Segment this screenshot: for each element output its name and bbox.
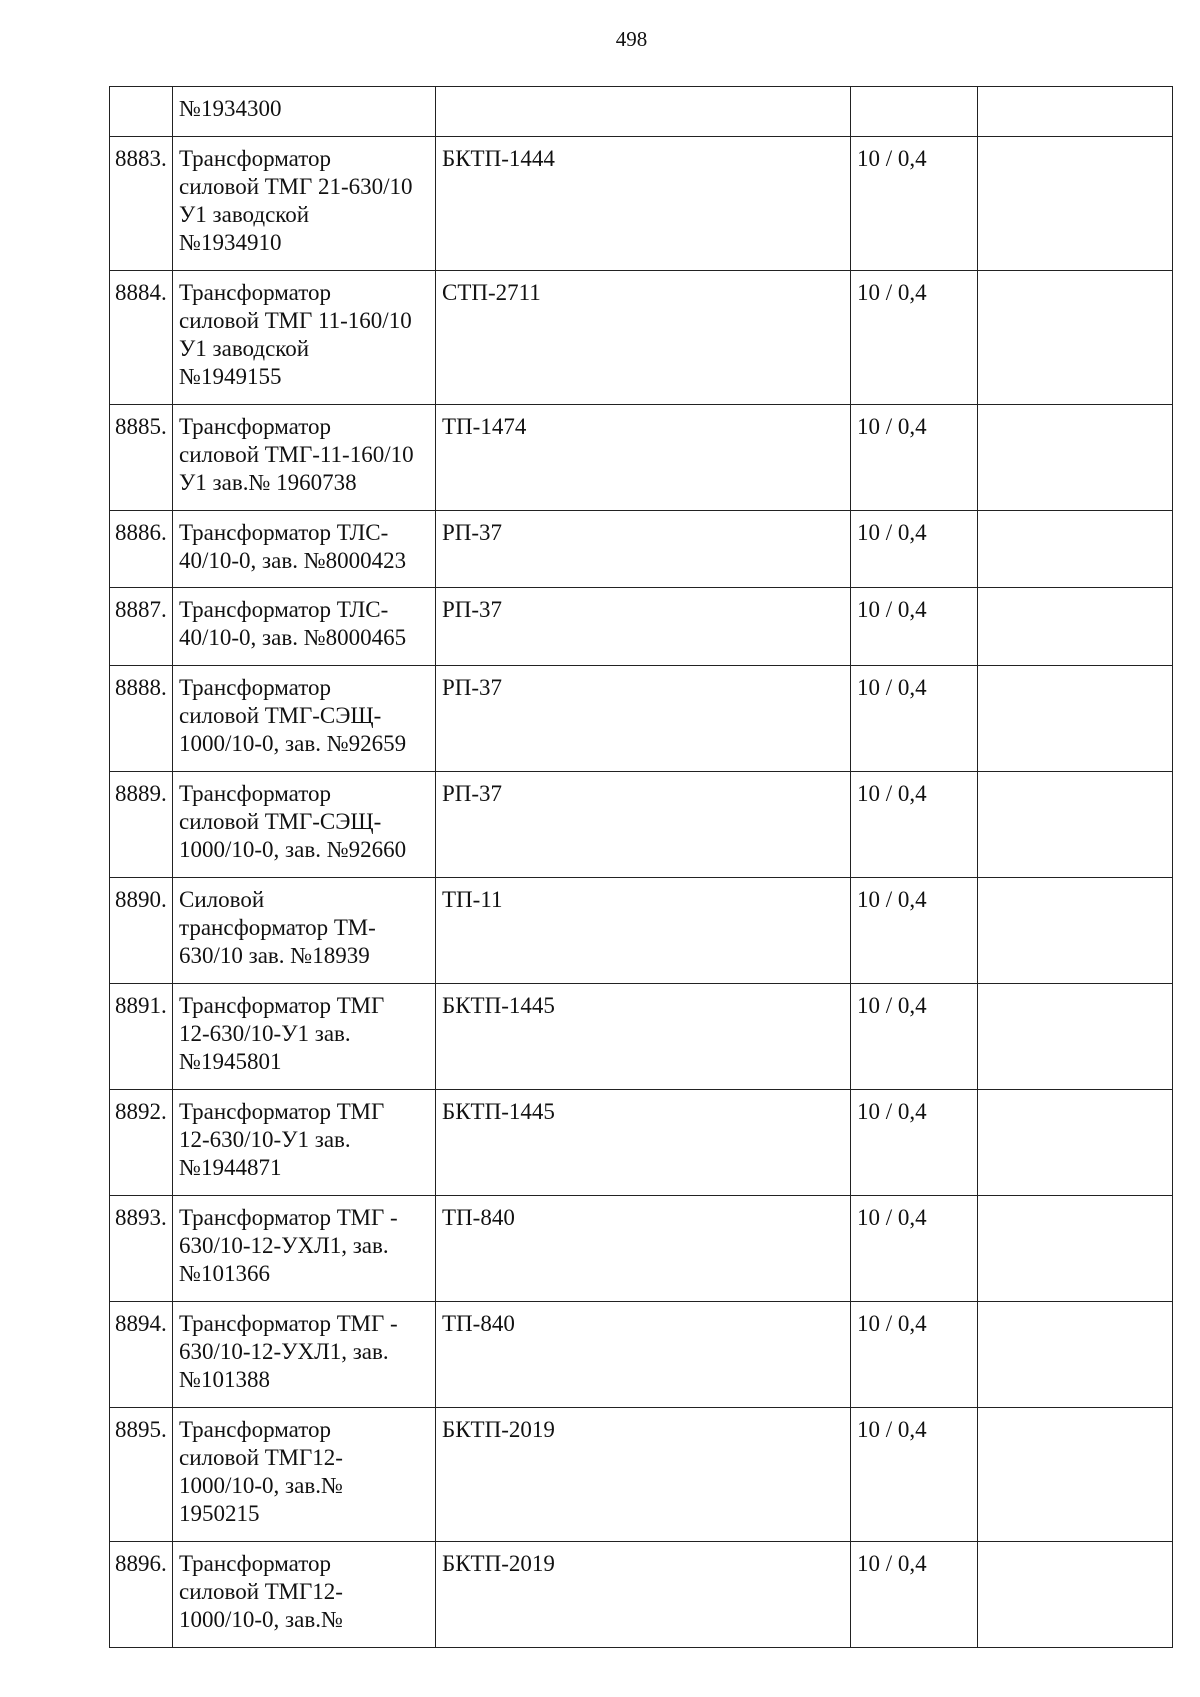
voltage-cell: 10 / 0,4: [851, 1090, 978, 1196]
location-cell: ТП-11: [436, 878, 851, 984]
location-cell: БКТП-1444: [436, 137, 851, 271]
location-cell: [436, 87, 851, 137]
row-number-cell: 8896.: [110, 1542, 173, 1648]
table-row: [110, 984, 1173, 1090]
table-row: [110, 87, 1173, 137]
equipment-name-cell: Трансформатор силовой ТМГ12- 1000/10-0, зав.№: [173, 1542, 436, 1648]
note-cell: [978, 666, 1173, 772]
location-cell: БКТП-2019: [436, 1542, 851, 1648]
note-cell: [978, 1302, 1173, 1408]
voltage-cell: 10 / 0,4: [851, 666, 978, 772]
voltage-cell: [851, 87, 978, 137]
location-cell: РП-37: [436, 772, 851, 878]
equipment-name-cell: Трансформатор силовой ТМГ-11-160/10 У1 зав.№ 1960738: [173, 405, 436, 511]
location-cell: БКТП-1445: [436, 1090, 851, 1196]
location-cell: ТП-840: [436, 1196, 851, 1302]
voltage-cell: 10 / 0,4: [851, 1408, 978, 1542]
voltage-cell: 10 / 0,4: [851, 1196, 978, 1302]
voltage-cell: 10 / 0,4: [851, 1302, 978, 1408]
equipment-name-cell: Трансформатор ТМГ - 630/10-12-УХЛ1, зав. №101366: [173, 1196, 436, 1302]
row-number-cell: 8889.: [110, 772, 173, 878]
location-cell: РП-37: [436, 666, 851, 772]
voltage-cell: 10 / 0,4: [851, 137, 978, 271]
equipment-name-cell: Трансформатор силовой ТМГ 11-160/10 У1 заводской №1949155: [173, 271, 436, 405]
voltage-cell: 10 / 0,4: [851, 772, 978, 878]
voltage-cell: 10 / 0,4: [851, 588, 978, 666]
table-row: [110, 588, 1173, 666]
row-number-cell: 8887.: [110, 588, 173, 666]
row-number-cell: 8886.: [110, 511, 173, 588]
location-cell: СТП-2711: [436, 271, 851, 405]
note-cell: [978, 87, 1173, 137]
table-row: [110, 1196, 1173, 1302]
note-cell: [978, 1542, 1173, 1648]
location-cell: РП-37: [436, 588, 851, 666]
voltage-cell: 10 / 0,4: [851, 1542, 978, 1648]
table-row: [110, 1542, 1173, 1648]
table-row: [110, 1408, 1173, 1542]
equipment-name-cell: Трансформатор силовой ТМГ 21-630/10 У1 заводской №1934910: [173, 137, 436, 271]
location-cell: БКТП-1445: [436, 984, 851, 1090]
equipment-name-cell: Трансформатор ТЛС- 40/10-0, зав. №8000423: [173, 511, 436, 588]
equipment-name-cell: Трансформатор ТМГ 12-630/10-У1 зав. №1944871: [173, 1090, 436, 1196]
equipment-name-cell: Трансформатор ТЛС- 40/10-0, зав. №8000465: [173, 588, 436, 666]
page-number: 498: [615, 27, 648, 51]
row-number-cell: 8884.: [110, 271, 173, 405]
note-cell: [978, 405, 1173, 511]
location-cell: РП-37: [436, 511, 851, 588]
row-number-cell: 8893.: [110, 1196, 173, 1302]
note-cell: [978, 511, 1173, 588]
table-row: [110, 511, 1173, 588]
row-number-cell: [110, 87, 173, 137]
location-cell: БКТП-2019: [436, 1408, 851, 1542]
table-row: [110, 772, 1173, 878]
note-cell: [978, 137, 1173, 271]
voltage-cell: 10 / 0,4: [851, 878, 978, 984]
row-number-cell: 8894.: [110, 1302, 173, 1408]
equipment-name-cell: Трансформатор ТМГ - 630/10-12-УХЛ1, зав. №101388: [173, 1302, 436, 1408]
table-row: [110, 666, 1173, 772]
row-number-cell: 8890.: [110, 878, 173, 984]
equipment-table: [109, 86, 1173, 1648]
location-cell: ТП-840: [436, 1302, 851, 1408]
row-number-cell: 8883.: [110, 137, 173, 271]
equipment-name-cell: Трансформатор силовой ТМГ-СЭЩ- 1000/10-0, зав. №92660: [173, 772, 436, 878]
table-row: [110, 878, 1173, 984]
equipment-name-cell: Силовой трансформатор ТМ- 630/10 зав. №18939: [173, 878, 436, 984]
equipment-name-cell: №1934300: [173, 87, 436, 137]
note-cell: [978, 1408, 1173, 1542]
note-cell: [978, 588, 1173, 666]
row-number-cell: 8891.: [110, 984, 173, 1090]
equipment-name-cell: Трансформатор силовой ТМГ-СЭЩ- 1000/10-0, зав. №92659: [173, 666, 436, 772]
voltage-cell: 10 / 0,4: [851, 984, 978, 1090]
row-number-cell: 8885.: [110, 405, 173, 511]
note-cell: [978, 772, 1173, 878]
table-row: [110, 1302, 1173, 1408]
row-number-cell: 8892.: [110, 1090, 173, 1196]
note-cell: [978, 984, 1173, 1090]
row-number-cell: 8888.: [110, 666, 173, 772]
table-row: [110, 1090, 1173, 1196]
row-number-cell: 8895.: [110, 1408, 173, 1542]
note-cell: [978, 1196, 1173, 1302]
voltage-cell: 10 / 0,4: [851, 511, 978, 588]
note-cell: [978, 878, 1173, 984]
note-cell: [978, 1090, 1173, 1196]
note-cell: [978, 271, 1173, 405]
voltage-cell: 10 / 0,4: [851, 271, 978, 405]
table-row: [110, 271, 1173, 405]
equipment-name-cell: Трансформатор силовой ТМГ12- 1000/10-0, зав.№ 1950215: [173, 1408, 436, 1542]
voltage-cell: 10 / 0,4: [851, 405, 978, 511]
location-cell: ТП-1474: [436, 405, 851, 511]
table-row: [110, 137, 1173, 271]
equipment-name-cell: Трансформатор ТМГ 12-630/10-У1 зав. №1945801: [173, 984, 436, 1090]
table-row: [110, 405, 1173, 511]
